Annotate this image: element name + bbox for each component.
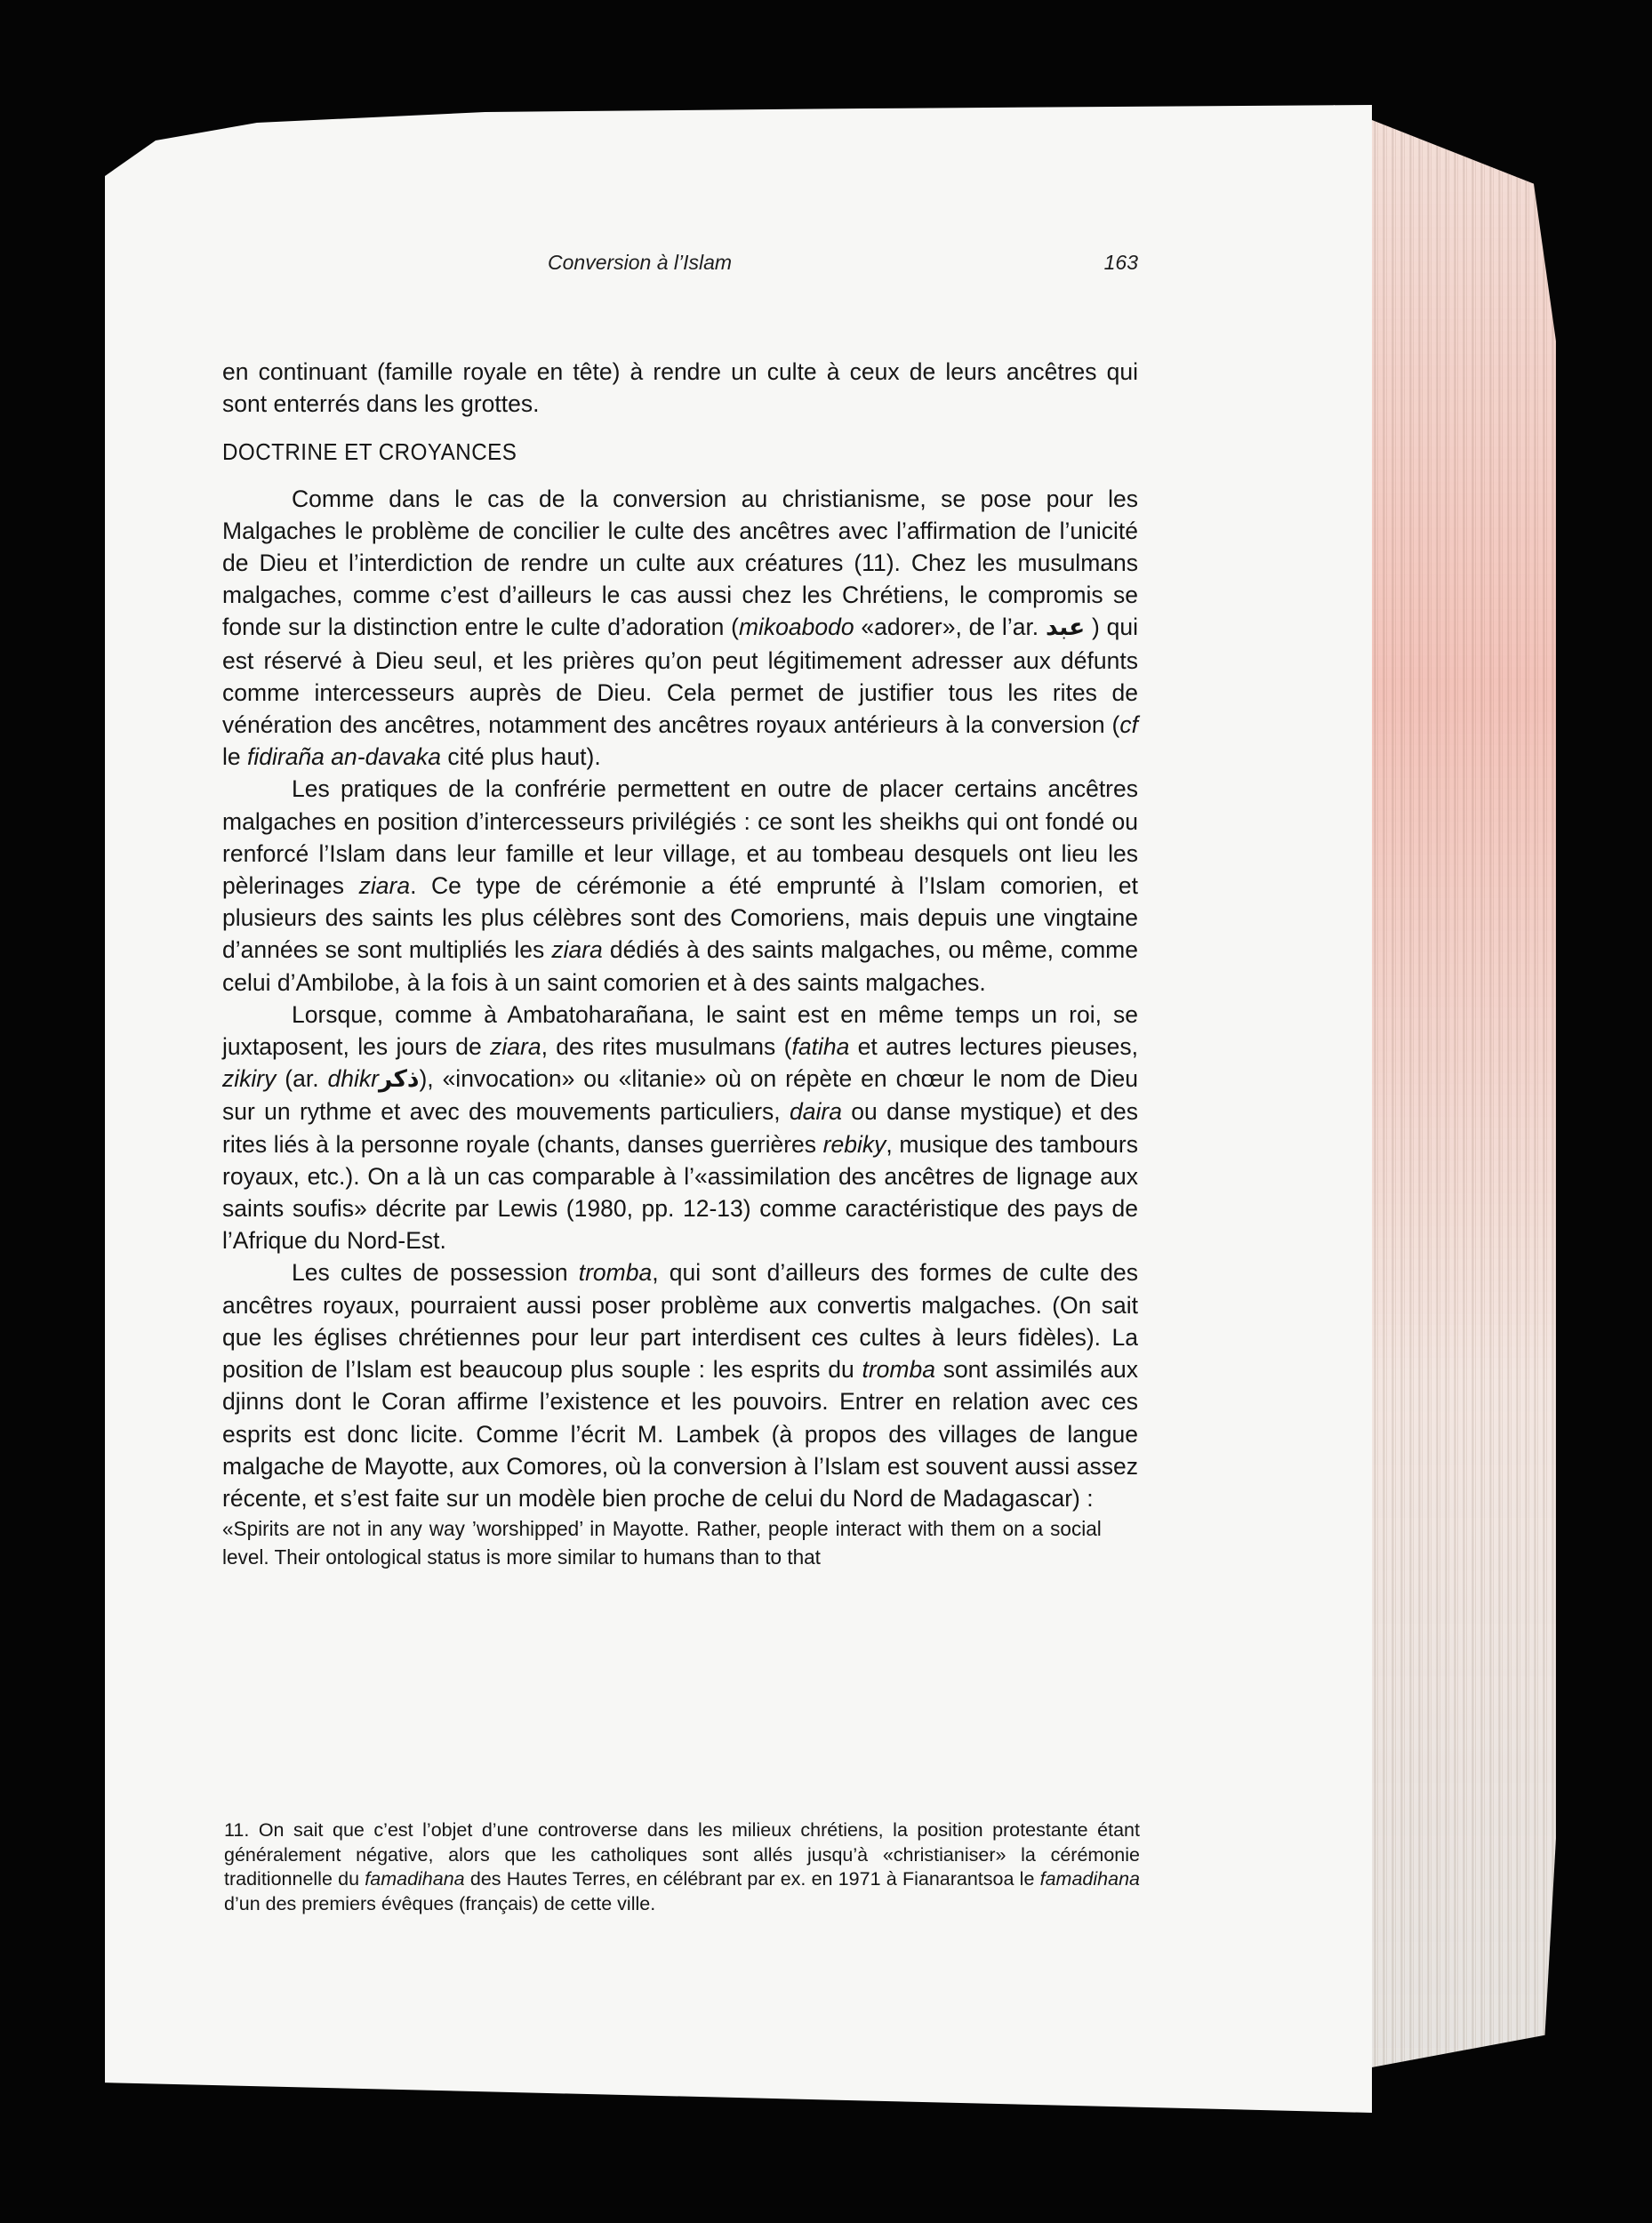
text-run: le: [222, 743, 247, 771]
text-run: . Ce type de cérémonie a été emprunté à l’Islam comorien, et plusieurs des saints les plus célèbres sont des Comoriens, mais depuis une vingtaine d’années se sont multipliés les: [222, 872, 1138, 964]
paragraph-tromba: [222, 1256, 1138, 1514]
section-heading: DOCTRINE ET CROYANCES: [222, 438, 517, 466]
italic-term: fatiha: [791, 1033, 850, 1061]
text-run: ou danse mystique) et des rites liés à la personne royale (chants, danses guerrières: [222, 1098, 1139, 1158]
text-run: d’un des premiers évêques (français) de cette ville.: [224, 1892, 656, 1914]
text-run: sont assimilés aux djinns dont le Coran affirme l’existence et les pouvoirs. Entrer en relation avec ces esprits est donc licite. Comme l’écrit M. Lambek (à propos des villages de langue malgache de Mayotte, aux Comores, où la conversion à l’Islam est souvent aussi assez récente, et s’est faite sur un modèle bien proche de celui du Nord de Madagascar) :: [222, 1356, 1138, 1512]
text-run: 11. On sait que c’est l’objet d’une controverse dans les milieux chrétiens, la position protestante étant généralement négative, alors que les catholiques sont allés jusqu’à «christianiser» la cérémonie traditionnelle du: [224, 1819, 1140, 1890]
arabic-word: عبد: [1045, 614, 1086, 642]
text-run: et autres lectures pieuses,: [849, 1033, 1138, 1061]
text-run: Comme dans le cas de la conversion au christianisme, se pose pour les Malgaches le problème de concilier le culte des ancêtres avec l’affirmation de l’unicité de Dieu et l’interdiction de rendre un culte aux créatures (11). Chez les musulmans malgaches, comme c’est d’ailleurs le cas aussi chez les Chrétiens, le compromis se fonde sur la distinction entre le culte d’adoration (: [222, 485, 1138, 641]
text-run: cité plus haut).: [441, 743, 601, 771]
italic-term: ziara: [490, 1033, 541, 1061]
text-run: Les pratiques de la confrérie permettent en outre de placer certains ancêtres malgaches en position d’intercesseurs privilégiés : ce sont les sheikhs qui ont fondé ou renforcé l’Islam dans leur famille et leur village, et au tombeau desquels ont lieu les pèlerinages: [222, 775, 1138, 900]
text-run: «adorer», de l’ar.: [854, 614, 1046, 641]
italic-term: dhikr: [327, 1065, 379, 1093]
italic-term: famadihana: [365, 1868, 465, 1890]
italic-term: fidiraña an-davaka: [247, 743, 442, 771]
paragraph-confrerie: [222, 773, 1138, 998]
italic-term: ziara: [358, 872, 411, 900]
italic-term: mikoabodo: [738, 614, 854, 641]
text-run: Lorsque, comme à Ambatoharañana, le saint est en même temps un roi, se juxtaposent, les jours de: [222, 1000, 1138, 1061]
italic-term: cf: [1119, 711, 1138, 739]
italic-term: famadihana: [1039, 1868, 1140, 1890]
text-run: des Hautes Terres, en célébrant par ex. en 1971 à Fianarantsoa le: [464, 1868, 1040, 1890]
running-head-title: Conversion à l’Islam: [548, 251, 733, 274]
italic-term: ziara: [551, 936, 603, 964]
paragraph-doctrine: [222, 483, 1138, 774]
text-run: , qui sont d’ailleurs des formes de culte des ancêtres royaux, pourraient aussi poser problème aux convertis malgaches. (On sait que les églises chrétiennes pour leur part interdisent ces cultes à leurs fidèles). La position de l’Islam est beaucoup plus souple : les esprits du: [222, 1259, 1138, 1384]
text-run: (ar.: [276, 1065, 328, 1093]
text-run: , musique des tambours royaux, etc.). On a là un cas comparable à l’«assimilation des ancêtres de lignage aux saints soufis» décrite par Lewis (1980, pp. 12-13) comme caractéristique des pays de l’Afrique du Nord-Est.: [222, 1130, 1138, 1255]
main-text: [222, 356, 1138, 1571]
running-head: [320, 251, 1138, 286]
italic-term: tromba: [578, 1259, 653, 1287]
text-run: Les cultes de possession: [292, 1259, 579, 1287]
italic-term: zikiry: [222, 1065, 277, 1093]
text-run: , des rites musulmans (: [541, 1033, 792, 1061]
italic-term: rebiky: [822, 1130, 886, 1158]
text-run: dédiés à des saints malgaches, ou même, comme celui d’Ambilobe, à la fois à un saint comorien et à des saints malgaches.: [222, 936, 1138, 996]
footnote-11: [224, 1818, 1140, 1916]
arabic-word: ذكر: [378, 1065, 420, 1094]
italic-term: tromba: [862, 1356, 935, 1384]
paragraph-ambatoharanana: [222, 999, 1138, 1257]
italic-term: daira: [790, 1098, 842, 1126]
text-run: ), «invocation» ou «litanie» où on répète en chœur le nom de Dieu sur un rythme et avec des mouvements particuliers,: [222, 1065, 1138, 1126]
page-number: 163: [1103, 251, 1138, 274]
paragraph-continuation: en continuant (famille royale en tête) à rendre un culte à ceux de leurs ancêtres qui sont enterrés dans les grottes.: [222, 358, 1138, 418]
block-quote: «Spirits are not in any way ’worshipped’ in Mayotte. Rather, people interact with them on a social level. Their ontological status is more similar to humans than to that: [222, 1517, 1102, 1569]
text-run: ) qui est réservé à Dieu seul, et les prières qu’on peut légitimement adresser aux défunts comme intercesseurs auprès de Dieu. Cela permet de justifier tous les rites de vénération des ancêtres, notamment des ancêtres royaux antérieurs à la conversion (: [222, 614, 1138, 739]
